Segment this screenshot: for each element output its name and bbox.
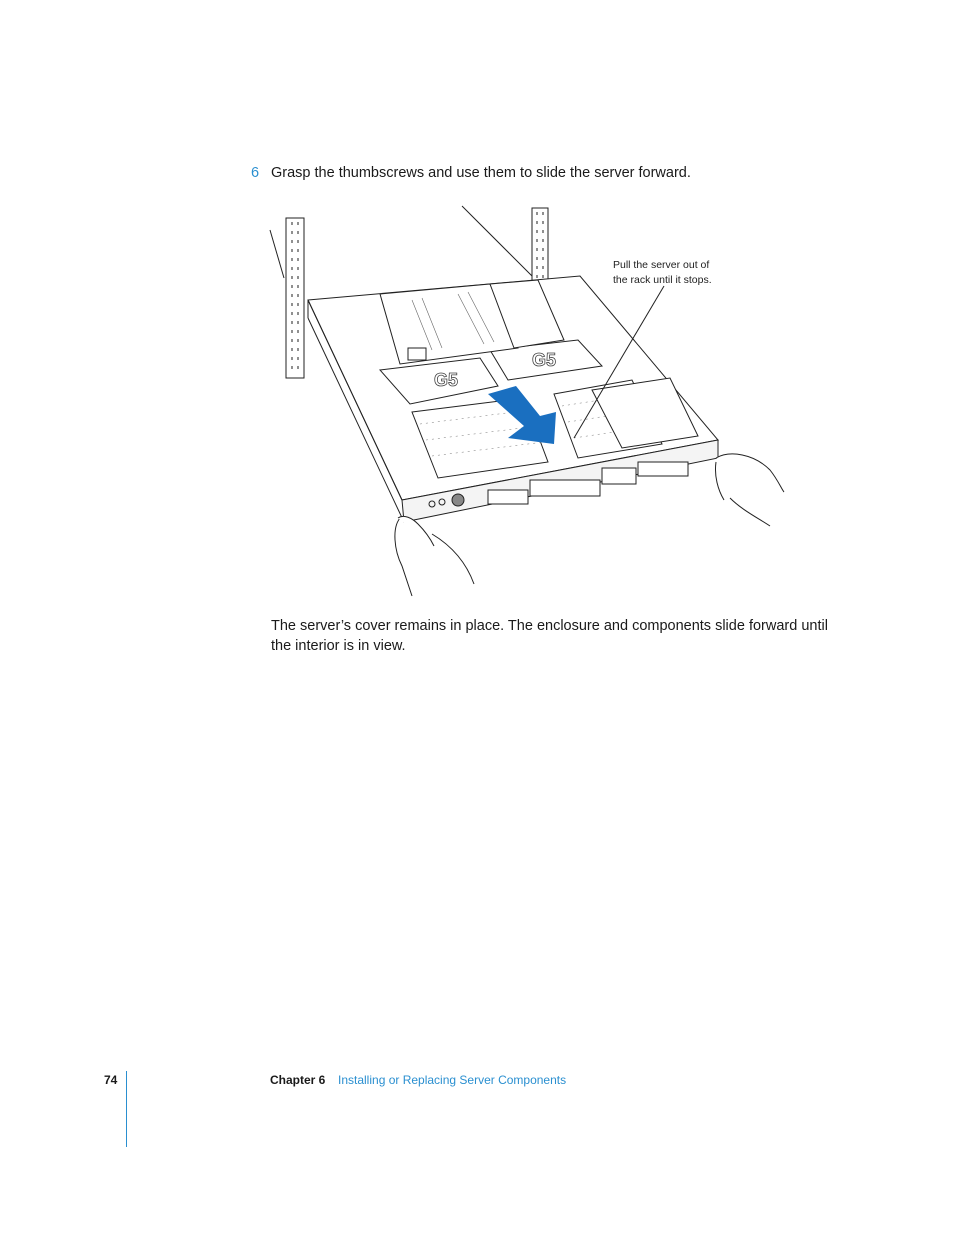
chapter-label: Chapter 6 xyxy=(270,1073,326,1087)
g5-logo-left: G5 xyxy=(434,370,459,390)
step-instruction xyxy=(251,163,691,183)
body-paragraph: The server’s cover remains in place. The enclosure and components slide forward until the interior is in view. xyxy=(271,618,828,654)
footer-divider xyxy=(126,1071,127,1147)
chapter-title: Installing or Replacing Server Components xyxy=(338,1073,567,1087)
callout-line-2: the rack until it stops. xyxy=(613,274,712,286)
page-number: 74 xyxy=(104,1073,118,1087)
step-number: 6 xyxy=(251,165,260,181)
callout-line-1: Pull the server out of xyxy=(613,259,710,271)
figure-callout xyxy=(613,258,733,288)
g5-logo-right: G5 xyxy=(532,350,557,370)
step-text: Grasp the thumbscrews and use them to slide the server forward. xyxy=(271,165,691,181)
